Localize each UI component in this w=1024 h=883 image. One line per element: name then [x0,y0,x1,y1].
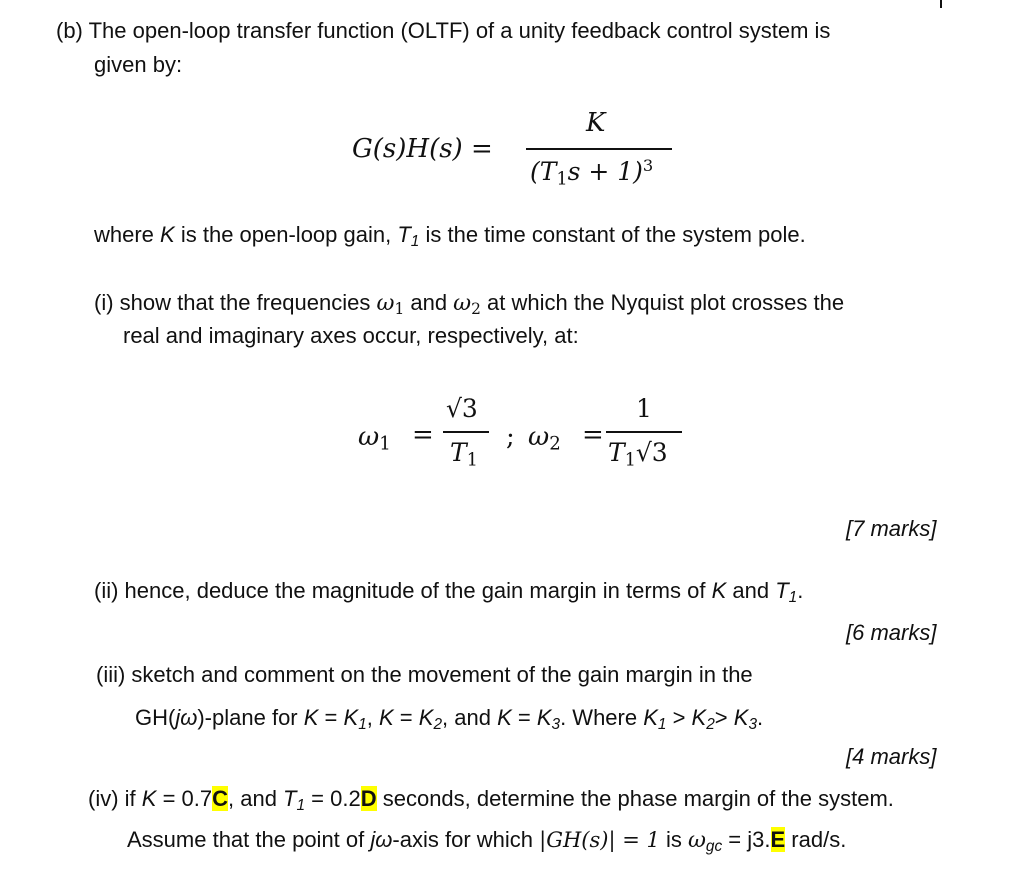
equation-separator: ; [506,422,515,452]
part-b-intro-line1: (b) The open-loop transfer function (OLTF) of a unity feedback control system is [56,18,831,43]
part-iii-line1: (iii) sketch and comment on the movement of the gain margin in the [96,662,753,687]
part-b-intro-line2: given by: [94,52,183,77]
abs-gh: |GH(s)| = 1 [539,828,660,852]
highlight-e: E [770,827,786,852]
page-edge-mark [940,0,942,8]
part-i-marks: [7 marks] [846,516,937,541]
oltf-lhs: G(s)H(s) = [352,134,493,164]
part-i-line2: real and imaginary axes occur, respectively, at: [123,323,579,348]
oltf-denominator: $(T_1s + 1)^3$ [530,156,654,190]
omega2-symbol: $\omega_2$ [528,422,561,455]
omega1-symbol: $\omega_1$ [358,422,391,455]
highlight-c: C [212,786,228,811]
where-line: where K is the open-loop gain, $T_1$ is the time constant of the system pole. [94,222,806,250]
part-b-label: (b) [56,18,83,43]
omega1-equals: = [412,420,434,450]
omega2-denominator: $T_1√3$ [608,438,668,471]
part-i-line1: (i) show that the frequencies $\omega_1$ and $\omega_2$ at which the Nyquist plot crosses the [94,290,845,318]
part-iv-line2: Assume that the point of jω-axis for which |GH(s)| = 1 is $\omega_{gc} = j3.E$ rad/s. [127,827,847,855]
oltf-numerator: K [586,108,606,138]
part-iii-line2: GH(jω)-plane for $K = K_1$, $K = K_2$, and $K = K_3$. Where $K_1 > K_2> K_3$. [135,705,764,733]
highlight-d: D [360,786,377,811]
oltf-fraction-bar [526,148,672,150]
part-ii-marks: [6 marks] [846,620,937,645]
omega1-numerator: √3 [446,394,478,423]
omega2-fraction-bar [606,431,682,433]
part-iv-line1: (iv) if K = 0.7C, and $T_1 = 0.2D$ seconds, determine the phase margin of the system. [88,786,894,814]
omega2-numerator: 1 [636,394,652,423]
part-ii-line: (ii) hence, deduce the magnitude of the gain margin in terms of K and $T_1$. [94,578,804,606]
omega2-equals: = [582,420,604,450]
part-iii-marks: [4 marks] [846,744,937,769]
omega1-fraction-bar [443,431,489,433]
omega1-denominator: $T_1$ [450,438,478,471]
